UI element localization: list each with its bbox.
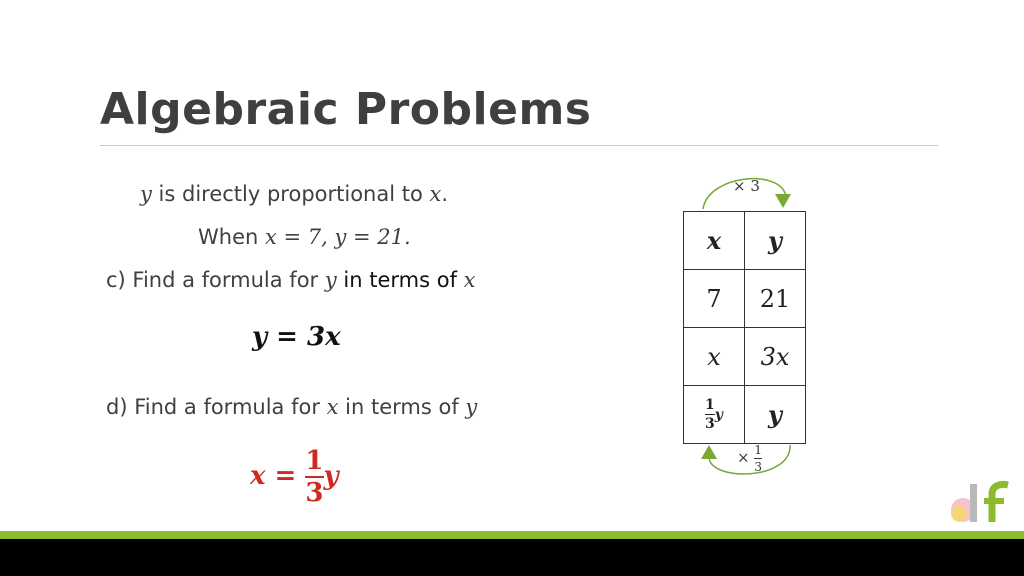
bottom-arrow-head <box>701 445 717 459</box>
times-sign: × <box>737 448 750 467</box>
top-arrow-head <box>775 194 791 208</box>
statement-text: is directly proportional to <box>151 182 430 206</box>
answer-d-rhs: y <box>323 461 339 491</box>
part-d-prefix: d) Find a formula for <box>106 395 327 419</box>
table-frac-num: 1 <box>705 396 715 413</box>
table-row <box>684 270 806 328</box>
table-cell: y <box>745 386 806 444</box>
small-frac-bar <box>754 458 762 459</box>
footer-green-band <box>0 531 1024 539</box>
part-d-var-x: x <box>326 395 339 419</box>
table-cell: y <box>745 212 806 270</box>
logo-text: df <box>948 478 949 479</box>
part-d-var-y: y <box>465 395 478 419</box>
table-frac-bar <box>705 414 715 416</box>
answer-d-numerator: 1 <box>305 446 324 476</box>
given-math: x = 7, y = 21. <box>264 225 411 249</box>
part-c-var-x: x <box>463 268 476 292</box>
table-cell-fraction <box>684 386 745 444</box>
table-frac-var: y <box>714 406 723 423</box>
table-cell: 7 <box>684 270 745 328</box>
part-c-var-y: y <box>324 268 337 292</box>
footer-black-band <box>0 539 1024 576</box>
table-cell: x <box>684 328 745 386</box>
var-y: y <box>140 182 152 206</box>
top-multiplier-label: × 3 <box>733 177 760 195</box>
slide-title: Algebraic Problems <box>100 84 592 135</box>
table-frac-den: 3 <box>705 416 715 433</box>
table-row <box>684 212 806 270</box>
small-frac-num: 1 <box>754 443 762 457</box>
table-row <box>684 386 806 444</box>
table-cell: 3x <box>745 328 806 386</box>
ratio-table <box>683 211 806 444</box>
answer-c: y = 3x <box>252 322 341 352</box>
part-c-mid: in terms of <box>336 268 464 292</box>
table-cell: 21 <box>745 270 806 328</box>
df-logo-icon <box>948 478 1016 526</box>
one-third-fraction <box>754 443 762 474</box>
small-frac-den: 3 <box>754 460 762 474</box>
table-fraction <box>705 398 715 432</box>
statement-end: . <box>441 182 449 206</box>
var-x: x <box>429 182 442 206</box>
given-prefix: When <box>198 225 265 249</box>
answer-d-lhs: x = <box>250 461 297 491</box>
table-cell: x <box>684 212 745 270</box>
part-c-prefix: c) Find a formula for <box>106 268 325 292</box>
part-d-mid: in terms of <box>338 395 466 419</box>
table-row <box>684 328 806 386</box>
bottom-multiplier-label <box>737 443 762 474</box>
answer-d-denominator: 3 <box>305 478 324 508</box>
